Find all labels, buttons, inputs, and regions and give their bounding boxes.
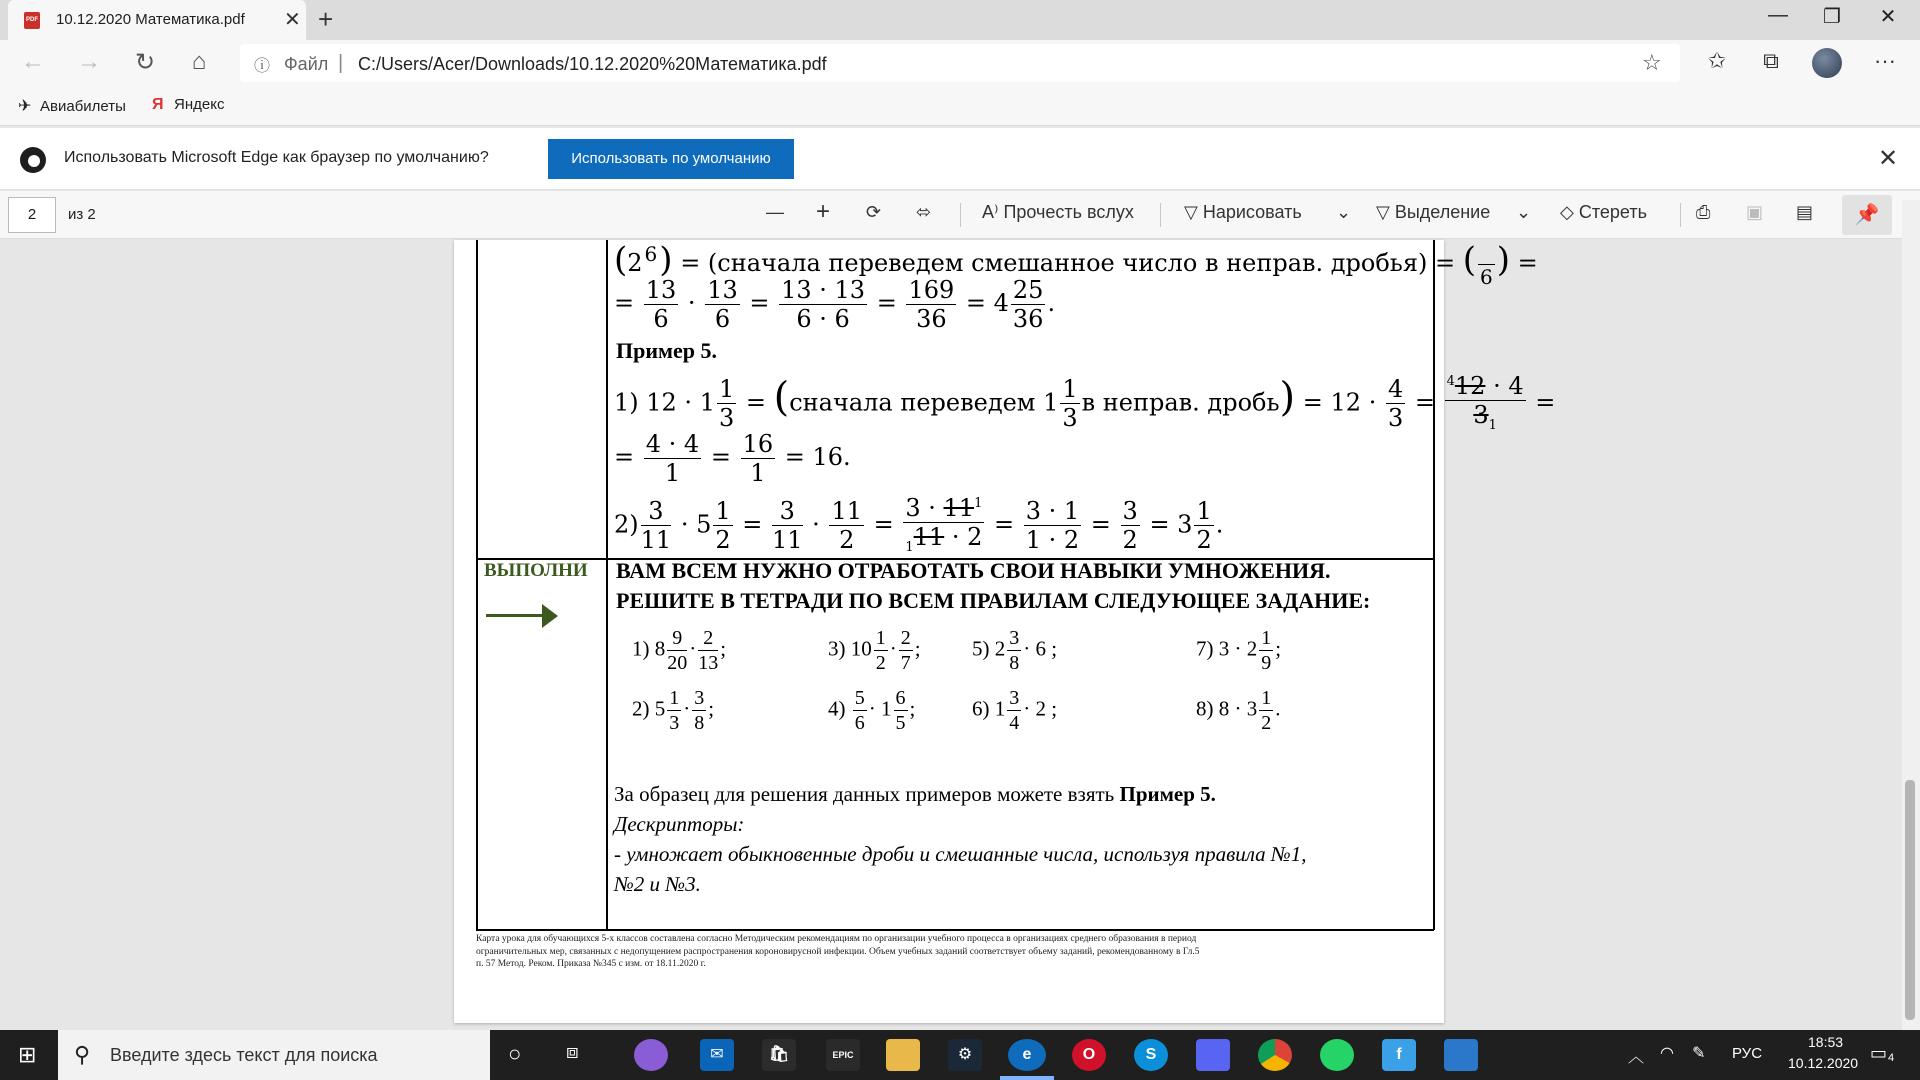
- pdf-viewport: [0, 240, 1920, 1030]
- math-text: в неправ. дробь: [1081, 388, 1280, 417]
- favorites-icon[interactable]: ✩: [1707, 48, 1727, 73]
- active-app-indicator: [1000, 1076, 1054, 1080]
- epic-games-icon[interactable]: EPIC: [826, 1039, 860, 1071]
- chrome-icon[interactable]: [1258, 1039, 1292, 1071]
- airplane-icon: ✈: [18, 98, 32, 115]
- highlight-button[interactable]: [1376, 202, 1490, 223]
- new-tab-icon[interactable]: +: [318, 4, 334, 34]
- footnote-line: ограничительных мер, связанных с недопущением распространения короновирусной инфекции. Объем учебных заданий соответствует объему заданий, рекомендованному в Гл.5: [476, 946, 1200, 957]
- scheme-label: Файл: [284, 54, 329, 74]
- photos-icon[interactable]: [1444, 1039, 1478, 1071]
- search-placeholder: Введите здесь текст для поиска: [110, 1045, 378, 1065]
- infobar-text: Использовать Microsoft Edge как браузер по умолчанию?: [64, 149, 489, 166]
- address-bar[interactable]: [240, 44, 1680, 82]
- table-border-bottom: [476, 929, 1434, 931]
- exercise-6: 6) 1 $\frac{3}{4}$ · 2 ;: [972, 687, 1058, 734]
- url-text[interactable]: C:/Users/Acer/Downloads/10.12.2020%20Математика.pdf: [358, 54, 827, 74]
- erase-button[interactable]: [1560, 202, 1647, 223]
- steam-icon[interactable]: ⚙: [948, 1039, 982, 1071]
- opera-icon[interactable]: O: [1072, 1039, 1106, 1071]
- math-text: = (сначала переведем смешанное число в неправ. дробья) =: [680, 249, 1456, 277]
- math-line-5: 2) $\frac{3}{11}$ · 5 $\frac{1}{2}$ = $\frac{3}{11}$ · $\frac{11}{2}$ = $\frac{3 \cdot 11^1}{_111 \cdot 2}$ = $\frac{3 \cdot 1}{1 \cdot 2}$ = $\frac{3}{2}$ = 3 $\frac{1}{2}$ .: [614, 490, 1223, 562]
- edge-logo-icon: [20, 147, 46, 173]
- math-line-4: = $\frac{4 \cdot 4}{1}$ = $\frac{16}{1}$ = 16.: [614, 430, 851, 487]
- window-close-icon[interactable]: ✕: [1879, 6, 1897, 28]
- highlight-label: Выделение: [1394, 202, 1491, 222]
- sample-text: За образец для решения данных примеров можете взять: [614, 782, 1115, 806]
- tab-close-icon[interactable]: ✕: [284, 9, 301, 31]
- save-icon[interactable]: ▣: [1746, 202, 1764, 222]
- read-aloud-label: Прочесть вслух: [1003, 202, 1134, 222]
- task-heading-line-2: РЕШИТЕ В ТЕТРАДИ ПО ВСЕМ ПРАВИЛАМ СЛЕДУЮЩЕЕ ЗАДАНИЕ:: [616, 588, 1371, 613]
- toolbar-divider: [960, 203, 961, 227]
- example-5-title: Пример 5.: [616, 338, 718, 363]
- discord-icon[interactable]: [1196, 1039, 1230, 1071]
- favorite-star-icon[interactable]: ☆: [1642, 50, 1662, 75]
- pdf-toolbar: [0, 191, 1920, 239]
- draw-icon: ▽: [1184, 202, 1203, 222]
- exercise-7: 7) 3 · 2 $\frac{1}{9}$ ;: [1196, 627, 1282, 674]
- erase-label: Стереть: [1578, 202, 1647, 222]
- eraser-icon: ◇: [1560, 202, 1579, 222]
- store-icon[interactable]: 🛍: [762, 1039, 796, 1071]
- url-separator: |: [338, 52, 344, 74]
- refresh-icon[interactable]: ↻: [134, 49, 156, 76]
- pdf-file-icon: PDF: [24, 12, 40, 29]
- footnote: [476, 933, 1199, 971]
- exercise-3: 3) 10 $\frac{1}{2}$ · $\frac{2}{7}$ ;: [828, 627, 921, 674]
- page-number-input[interactable]: 2: [8, 197, 56, 233]
- windows-start-icon[interactable]: ⊞: [18, 1042, 37, 1067]
- descriptor-line-1: - умножает обыкновенные дроби и смешанные числа, используя правила №1,: [614, 842, 1307, 866]
- windows-taskbar: [0, 1030, 1920, 1080]
- descriptors-title: Дескрипторы:: [614, 812, 745, 836]
- descriptor-line-2: №2 и №3.: [614, 872, 701, 896]
- collections-icon[interactable]: ⧉: [1763, 48, 1779, 73]
- bookmark-aviabilety[interactable]: [18, 96, 126, 116]
- footnote-line: п. 57 Метод. Реком. Приказа №345 с изм. от 18.11.2020 г.: [476, 959, 706, 969]
- toolbar-divider: [1160, 203, 1161, 227]
- network-icon[interactable]: ◠: [1660, 1045, 1674, 1062]
- app-icon-purple[interactable]: [634, 1039, 668, 1071]
- back-icon[interactable]: ←: [21, 48, 45, 75]
- sample-bold: Пример 5.: [1119, 782, 1216, 806]
- math-line-3: 1) 12 · 1 $\frac{1}{3}$ = (сначала переведем 1 $\frac{1}{3}$ в неправ. дробь) = 12 · $\frac{4}{3}$ = $\frac{^412 \cdot 4}{3_1}$ =: [614, 368, 1555, 440]
- arrow-head-icon: [542, 604, 558, 628]
- tray-chevron-up-icon[interactable]: ︿: [1628, 1049, 1645, 1066]
- bookmarks-bar: [0, 86, 1920, 126]
- task-view-icon[interactable]: ⧈: [566, 1041, 579, 1063]
- address-row: [0, 40, 1920, 86]
- mail-icon[interactable]: ✉: [700, 1039, 734, 1071]
- zoom-out-icon[interactable]: —: [766, 202, 784, 222]
- clock-date[interactable]: 10.12.2020: [1788, 1055, 1859, 1071]
- forward-icon[interactable]: →: [77, 48, 101, 75]
- table-border-right: [1433, 240, 1435, 930]
- exercise-8: 8) 8 · 3 $\frac{1}{2}$ .: [1196, 687, 1281, 734]
- set-default-button[interactable]: Использовать по умолчанию: [548, 139, 794, 179]
- pdf-page: [454, 240, 1556, 1023]
- bookmark-label: Яндекс: [174, 96, 225, 113]
- page-count: из 2: [68, 206, 96, 223]
- yandex-icon: Я: [152, 96, 164, 113]
- cortana-icon[interactable]: ○: [508, 1041, 522, 1066]
- read-aloud-icon: A⁾: [982, 202, 1004, 222]
- task-heading-line-1: ВАМ ВСЕМ НУЖНО ОТРАБОТАТЬ СВОИ НАВЫКИ УМНОЖЕНИЯ.: [616, 558, 1331, 583]
- bookmark-label: Авиабилеты: [40, 98, 126, 115]
- info-icon[interactable]: ⓘ: [254, 58, 271, 75]
- exercise-4: 4) $\frac{5}{6}$ · 1 $\frac{6}{5}$ ;: [828, 687, 916, 734]
- table-border-left: [476, 240, 478, 930]
- zoom-in-icon[interactable]: +: [816, 198, 831, 225]
- clock-time[interactable]: 18:53: [1808, 1034, 1844, 1050]
- exercise-5: 5) 2 $\frac{3}{8}$ · 6 ;: [972, 627, 1058, 674]
- file-explorer-icon[interactable]: [886, 1039, 920, 1071]
- whatsapp-icon[interactable]: [1320, 1039, 1354, 1071]
- tab-active[interactable]: [8, 0, 306, 40]
- tab-strip: [0, 0, 1920, 40]
- toolbar-divider: [1680, 203, 1681, 227]
- restore-icon[interactable]: ❐: [1823, 6, 1841, 28]
- skype-icon[interactable]: S: [1134, 1039, 1168, 1071]
- profile-avatar[interactable]: [1812, 48, 1842, 78]
- home-icon[interactable]: ⌂: [191, 48, 207, 75]
- minimize-icon[interactable]: —: [1768, 4, 1788, 26]
- math-line-1: (2 6 ) = (сначала переведем смешанное число в неправ. дробья) = ( 6 ) =: [614, 240, 1538, 289]
- exercise-2: 2) 5 $\frac{1}{3}$ · $\frac{3}{8}$ ;: [632, 687, 715, 734]
- infobar-close-icon[interactable]: ✕: [1878, 145, 1899, 172]
- pen-icon[interactable]: ✎: [1692, 1045, 1706, 1062]
- pin-toolbar-icon[interactable]: 📌: [1842, 195, 1892, 235]
- fit-page-icon[interactable]: ⬄: [916, 202, 932, 222]
- taskbar-search[interactable]: [58, 1030, 490, 1080]
- draw-options-chevron-icon[interactable]: ⌄: [1336, 202, 1352, 222]
- sample-instruction: [614, 782, 1216, 807]
- tab-title: 10.12.2020 Математика.pdf: [56, 11, 245, 28]
- notifications-icon[interactable]: ▭: [1870, 1043, 1888, 1063]
- edge-icon[interactable]: e: [1008, 1039, 1046, 1071]
- notifications-count: 4: [1888, 1052, 1895, 1064]
- search-icon: ⚲: [74, 1042, 91, 1067]
- highlight-icon: ▽: [1376, 202, 1395, 222]
- exercise-1: 1) 8 $\frac{9}{20}$ · $\frac{2}{13}$ ;: [632, 627, 727, 674]
- app-f-icon[interactable]: f: [1382, 1039, 1416, 1071]
- scrollbar-thumb[interactable]: [1905, 780, 1915, 1020]
- save-as-icon[interactable]: ▤: [1796, 202, 1814, 222]
- more-options-icon[interactable]: ···: [1874, 48, 1896, 73]
- math-line-2: = $\frac{13}{6}$ · $\frac{13}{6}$ = $\frac{13 \cdot 13}{6 \cdot 6}$ = $\frac{169}{36}$ = 4 $\frac{25}{36}$ .: [614, 276, 1056, 333]
- draw-label: Нарисовать: [1202, 202, 1302, 222]
- default-browser-infobar: [0, 128, 1920, 190]
- math-text: сначала переведем: [789, 388, 1036, 417]
- draw-button[interactable]: [1184, 202, 1302, 223]
- highlight-options-chevron-icon[interactable]: ⌄: [1516, 202, 1532, 222]
- language-indicator[interactable]: РУС: [1732, 1045, 1763, 1062]
- footnote-line: Карта урока для обучающихся 5-х классов составлена согласно Методическим рекомендациям по организации учебного процесса в организациях среднего образования в период: [476, 934, 1197, 944]
- print-icon[interactable]: ⎙: [1696, 202, 1711, 222]
- read-aloud-button[interactable]: [982, 202, 1134, 223]
- label-do-it: ВЫПОЛНИ: [484, 560, 588, 581]
- table-border-middle: [606, 240, 608, 930]
- rotate-icon[interactable]: ⟳: [866, 202, 882, 222]
- bookmark-yandex[interactable]: [152, 96, 224, 114]
